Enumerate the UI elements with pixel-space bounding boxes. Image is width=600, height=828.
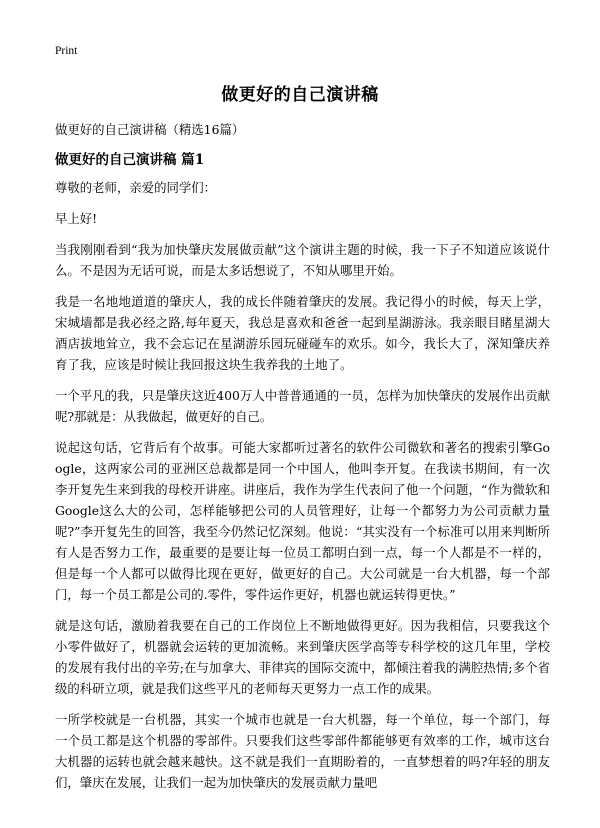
document-body bbox=[55, 119, 550, 803]
paragraph: 说起这句话，它背后有个故事。可能大家都听过著名的软件公司微软和著名的搜索引擎Google，这两家公司的亚洲区总裁都是同一个中国人，他叫李开复。在我读书期间，有一次李开复先生来到我的母校开讲座。讲座后，我作为学生代表问了他一个问题，“作为微软和Google这么大的公司，怎样能够把公司的人员管理好，让每一个都努力为公司贡献力量呢?”李开复先生的回答，我至今仍然记忆深刻。他说：“其实没有一个标准可以用来判断所有人是否努力工作，最重要的是要让每一位员工都明白到一点，每一个人都是不一样的，但是每一个人都可以做得比现在更好，做更好的自己。大公司就是一台大机器，每一个部门，每一个员工都是公司的.零件，零件运作更好，机器也就运转得更快。” bbox=[55, 440, 550, 602]
document-subtitle: 做更好的自己演讲稿（精选16篇） bbox=[55, 122, 245, 137]
paragraph-greeting: 尊敬的老师，亲爱的同学们： bbox=[55, 180, 217, 195]
document-title: 做更好的自己演讲稿 bbox=[221, 85, 379, 105]
print-label: Print bbox=[55, 45, 78, 57]
paragraph-good-morning: 早上好! bbox=[55, 211, 98, 226]
paragraph: 就是这句话，激励着我要在自己的工作岗位上不断地做得更好。因为我相信，只要我这个小零件做好了，机器就会运转的更加流畅。来到肇庆医学高等专科学校的这几年里，学校的发展有我付出的辛劳;在与加拿大、菲律宾的国际交流中，都倾注着我的满腔热情;多个省级的科研立项，就是我们这些平凡的老师每天更努力一点工作的成果。 bbox=[55, 618, 550, 696]
paragraph: 一个平凡的我，只是肇庆这近400万人中普普通通的一员，怎样为加快肇庆的发展作出贡献呢?那就是：从我做起，做更好的自己。 bbox=[55, 388, 550, 424]
paragraph: 当我刚刚看到“我为加快肇庆发展做贡献”这个演讲主题的时候，我一下子不知道应该说什么。不是因为无话可说，而是太多话想说了，不知从哪里开始。 bbox=[55, 242, 550, 278]
paragraph: 一所学校就是一台机器，其实一个城市也就是一台大机器，每一个单位，每一个部门，每一个员工都是这个机器的零部件。只要我们这些零部件都能够更有效率的工作，城市这台大机器的运转也就会越来越快。这不就是我们一直期盼着的，一直梦想着的吗?年轻的朋友们，肇庆在发展，让我们一起为加快肇庆的发展贡献力量吧 bbox=[55, 712, 550, 790]
section-heading: 做更好的自己演讲稿 篇1 bbox=[55, 152, 205, 168]
paragraph: 我是一名地地道道的肇庆人，我的成长伴随着肇庆的发展。我记得小的时候，每天上学，宋城墙都是我必经之路,每年夏天，我总是喜欢和爸爸一起到星湖游泳。我亲眼目睹星湖大酒店拔地耸立，我不会忘记在星湖游乐园玩碰碰车的欢乐。如今，我长大了，深知肇庆养育了我，应该是时候让我回报这块生我养我的土地了。 bbox=[55, 294, 550, 372]
